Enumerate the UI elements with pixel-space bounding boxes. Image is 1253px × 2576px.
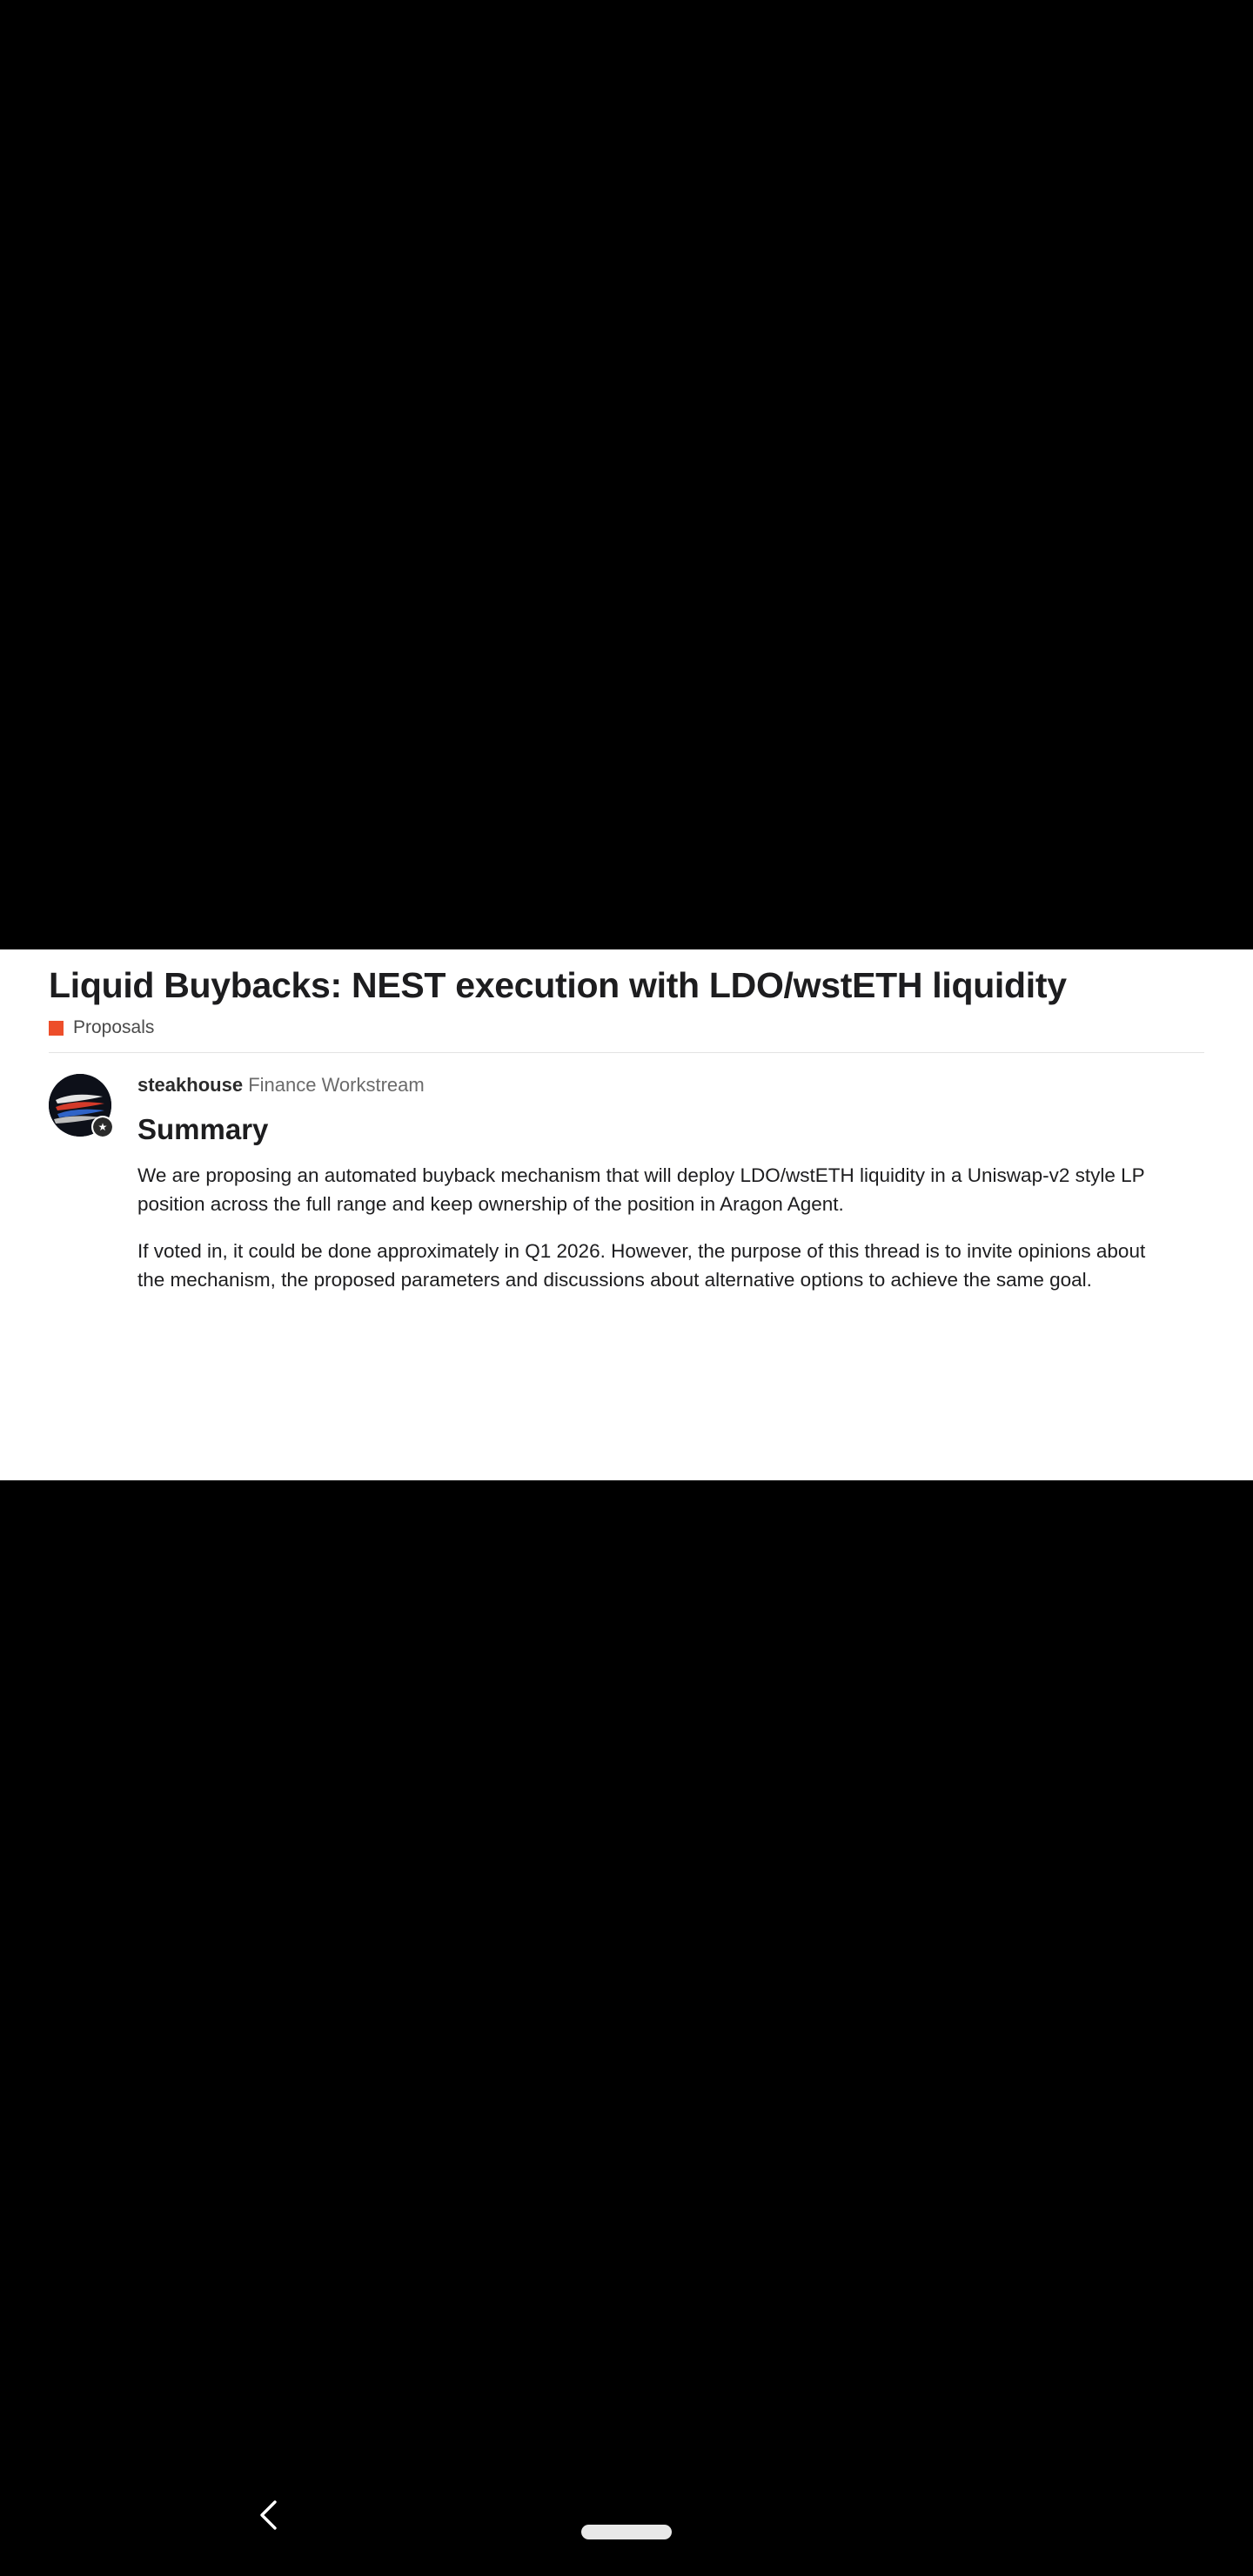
post-paragraph: If voted in, it could be done approximately in Q1 2026. However, the purpose of this thread is to invite opinions about the mechanism, the proposed parameters and discussions about alternative options to achieve the same goal.	[137, 1240, 1146, 1291]
category-color-swatch	[49, 1021, 64, 1036]
avatar[interactable]	[49, 1074, 111, 1137]
category-badge[interactable]	[49, 1017, 1204, 1053]
post	[49, 1074, 1204, 1295]
post-username[interactable]: steakhouse	[137, 1074, 244, 1097]
blank-area-bottom	[0, 1480, 1253, 2576]
system-navigation-bar	[0, 2454, 1253, 2576]
topic-content-card	[0, 949, 1253, 1480]
post-user-title: Finance Workstream	[248, 1074, 425, 1097]
page-title: Liquid Buybacks: NEST execution with LDO/wstETH liquidity	[49, 965, 1067, 1005]
post-paragraph: We are proposing an automated buyback mechanism that will deploy LDO/wstETH liquidity in a Uniswap-v2 style LP position across the full range and keep ownership of the position in Aragon Agent.	[137, 1164, 1145, 1215]
blank-area-top	[0, 0, 1253, 949]
post-body	[137, 1074, 1204, 1295]
chevron-left-icon[interactable]	[240, 2485, 301, 2546]
post-byline	[137, 1074, 1204, 1097]
category-label[interactable]: Proposals	[73, 1017, 155, 1038]
section-heading: Summary	[137, 1113, 269, 1146]
home-indicator[interactable]	[581, 2525, 672, 2539]
verified-flair-icon: ★	[91, 1116, 114, 1138]
